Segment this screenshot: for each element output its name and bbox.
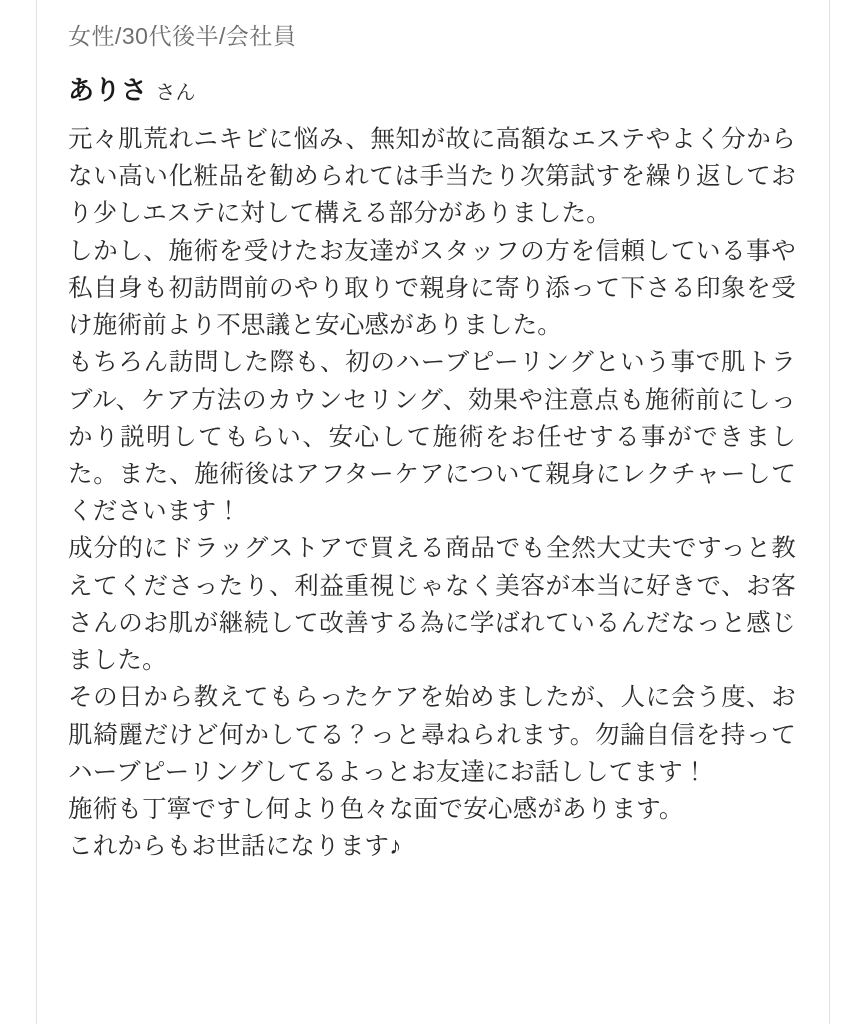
review-paragraph: その日から教えてもらったケアを始めましたが、人に会う度、お肌綺麗だけど何かしてる？っと尋ねられます。勿論自信を持ってハーブピーリングしてるよっとお友達にお話ししてます！ [68,684,796,786]
review-paragraph: これからもお世話になります♪ [68,833,402,861]
review-paragraph: 施術も丁寧ですし何より色々な面で安心感があります。 [68,796,684,824]
review-paragraph: しかし、施術を受けたお友達がスタッフの方を信頼している事や私自身も初訪問前のやり取りで親身に寄り添って下さる印象を受け施術前より不思議と安心感がありました。 [68,237,796,340]
reviewer-attributes: 女性/30代後半/会社員 [68,23,297,49]
review-body [68,121,796,866]
reviewer-name: ありさ [68,74,148,105]
reviewer-name-suffix: さん [155,81,196,104]
reviewer-name-row [68,70,796,107]
review-paragraph: 元々肌荒れニキビに悩み、無知が故に高額なエステやよく分からない高い化粧品を勧められては手当たり次第試すを繰り返しており少しエステに対して構える部分がありました。 [68,125,796,228]
review-paragraph: もちろん訪問した際も、初のハーブピーリングという事で肌トラブル、ケア方法のカウンセリング、効果や注意点も施術前にしっかり説明してもらい、安心して施術をお任せする事ができました。また、施術後はアフターケアについて親身にレクチャーしてくださいます！ [68,349,796,526]
review-paragraph: 成分的にドラッグストアで買える商品でも全然大丈夫ですっと教えてくださったり、利益重視じゃなく美容が本当に好きで、お客さんのお肌が継続して改善する為に学ばれているんだなっと感じました。 [68,535,796,675]
review-content [36,0,830,866]
